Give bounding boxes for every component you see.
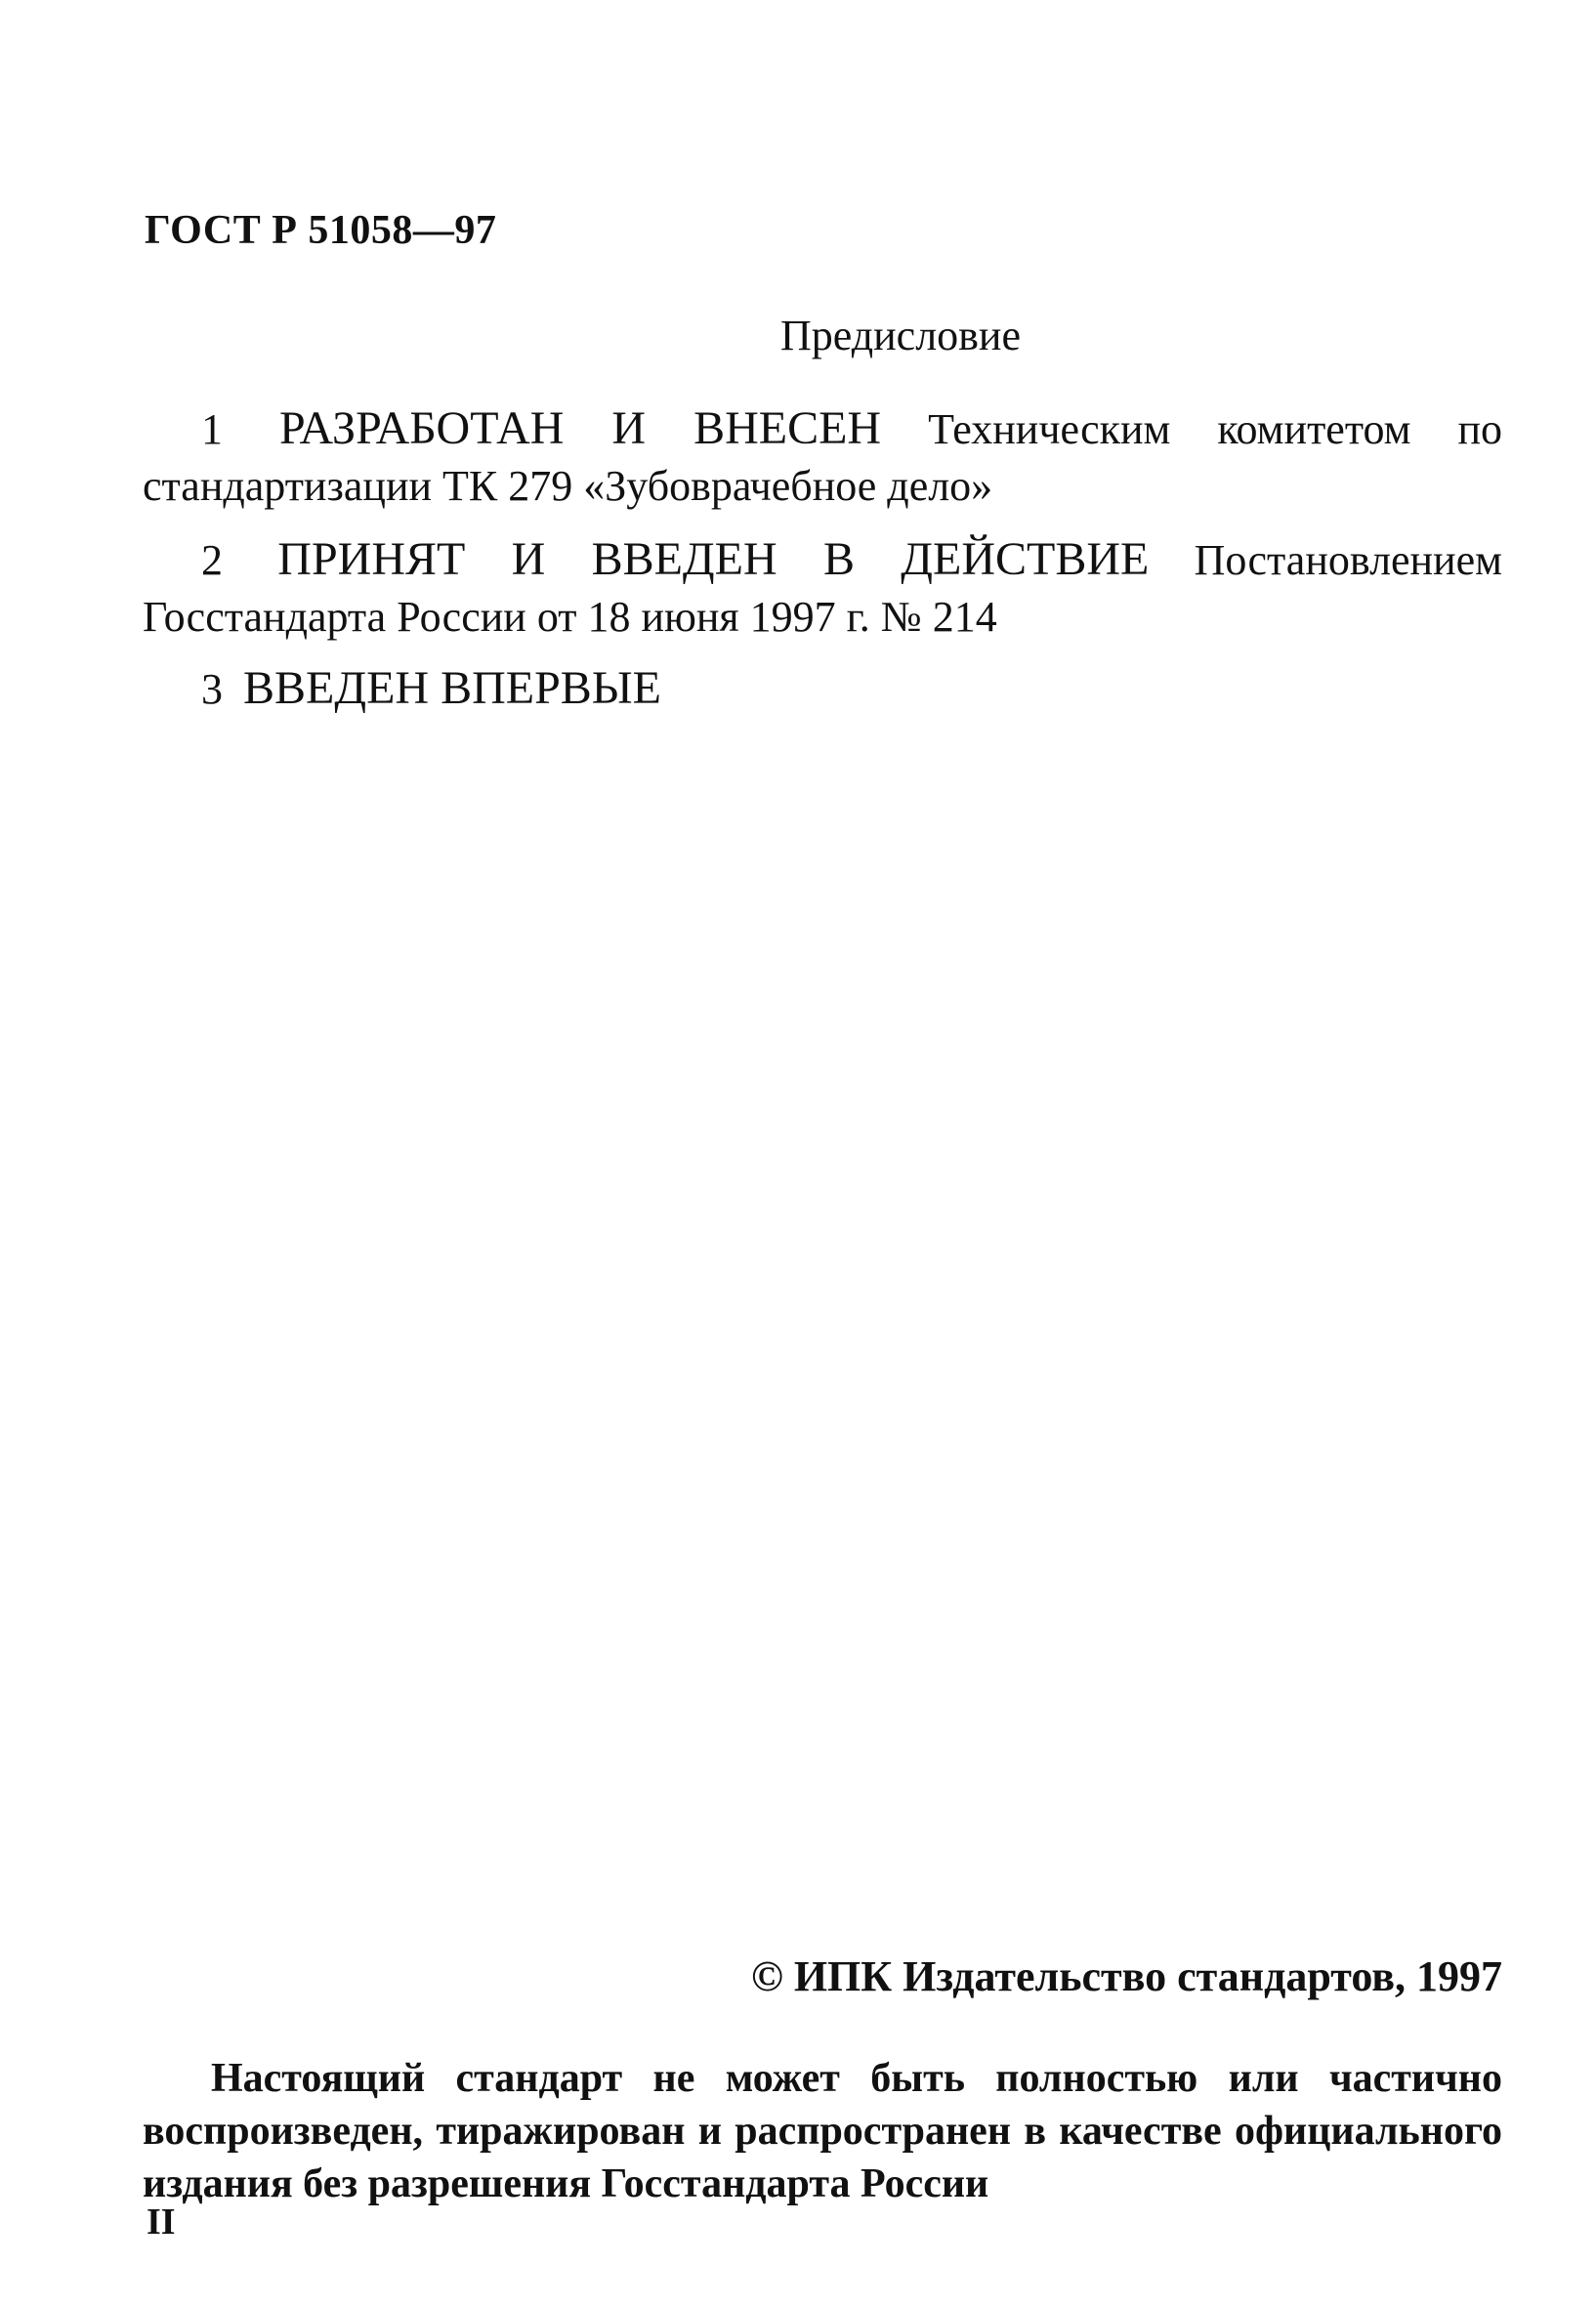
preface-title: Предисловие <box>780 312 1021 359</box>
preface-item-caps: ВВЕДЕН ВПЕРВЫЕ <box>243 662 661 714</box>
reproduction-notice <box>143 2052 1502 2210</box>
preface-item-text: Постановлением Госстандарта России от 18 июня 1997 г. № 214 <box>143 536 1503 641</box>
preface-item-number: 1 <box>201 405 223 453</box>
standard-code: ГОСТ Р 51058—97 <box>145 208 497 253</box>
preface-item-caps: ПРИНЯТ И ВВЕДЕН В ДЕЙСТВИЕ <box>277 533 1150 585</box>
preface-item <box>143 531 1502 646</box>
preface-item-number: 3 <box>201 665 223 713</box>
page-number: II <box>147 2201 176 2243</box>
preface-item-caps: РАЗРАБОТАН И ВНЕСЕН <box>279 402 882 454</box>
preface-item-text: Техническим комитетом по стандартизации ТК 279 «Зубоврачебное дело» <box>143 405 1503 510</box>
copyright-line: © ИПК Издательство стандартов, 1997 <box>750 1952 1502 2000</box>
reproduction-notice-text: Настоящий стандарт не может быть полностью или частично воспроизведен, тиражирован и распространен в качестве официального издания без разрешения Госстандарта России <box>143 2056 1502 2206</box>
preface-item-number: 2 <box>201 536 223 584</box>
preface-item <box>143 660 1502 718</box>
preface-item <box>143 400 1502 515</box>
